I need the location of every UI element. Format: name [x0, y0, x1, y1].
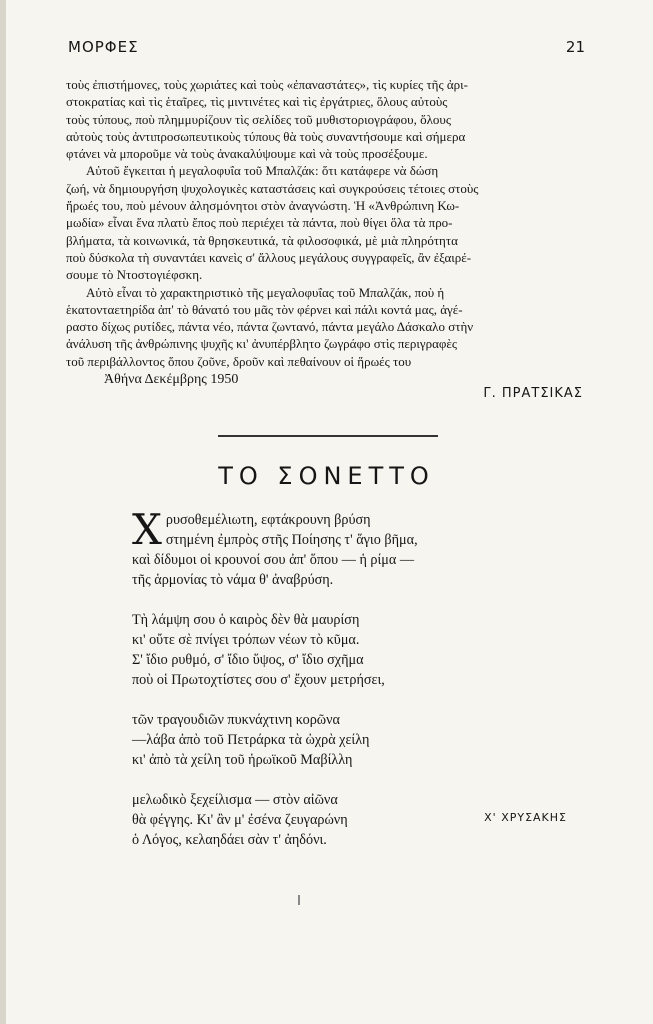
article-author: Γ. ΠΡΑΤΣΙΚΑΣ: [483, 386, 583, 401]
poem-title: ΤΟ ΣΟΝΕΤΤΟ: [218, 462, 435, 490]
text-line: ποὺ δύσκολα τὴ συναντάει κανεὶς σ' ἄλλους μεγάλους συγγραφεῖς, ἂν ἐξαιρέ-: [66, 249, 472, 265]
section-divider: [218, 435, 438, 437]
poem-line: στημένη ἐμπρὸς στῆς Ποίησης τ' ἅγιο βῆμα,: [165, 532, 418, 548]
page-number: 21: [565, 38, 585, 56]
text-line: ραστο δίχως ρυτίδες, πάντα νέο, πάντα ζωντανό, πάντα μεγάλο Δάσκαλο στὴν: [66, 319, 474, 335]
stanza: [132, 790, 414, 850]
text-line: ζωή, νὰ δημιουργήση ψυχολογικὲς καταστάσεις καὶ συγκρούσεις τέτοιες στοὺς: [66, 180, 479, 196]
dateline: Ἀθήνα Δεκέμβρης 1950: [104, 372, 239, 387]
poem-line: μελωδικὸ ξεχείλισμα — στὸν αἰῶνα: [132, 792, 338, 808]
poem-line: Τὴ λάμψη σου ὁ καιρὸς δὲν θὰ μαυρίση: [132, 612, 360, 628]
text-line: Αὐτοῦ ἔγκειται ἡ μεγαλοφυΐα τοῦ Μπαλζάκ: ὅτι κατάφερε νὰ δώση: [86, 163, 439, 179]
running-title: ΜΟΡΦΕΣ: [68, 38, 139, 56]
page-edge: [0, 0, 6, 1024]
poem-line: ὁ Λόγος, κελαηδάει σὰν τ' ἀηδόνι.: [132, 832, 327, 848]
poem-line: τῆς ἁρμονίας τὸ νάμα θ' ἀναβρύση.: [132, 572, 334, 588]
poem-line: τῶν τραγουδιῶν πυκνάχτινη κορῶνα: [132, 712, 340, 728]
print-mark: [298, 895, 300, 905]
text-line: ἥρωές του, ποὺ μένουν ἀλησμόνητοι στὸν ἀναγνώστη. Ἡ «Ἀνθρώπινη Κω-: [66, 198, 460, 214]
text-line: στοκρατίας καὶ τὶς ἑταῖρες, τὶς μιντινέτες καὶ τὶς ἐργάτριες, ὅλους αὐτοὺς: [66, 94, 448, 110]
poem-line: θὰ φέγγης. Κι' ἂν μ' ἐσένα ζευγαρώνη: [132, 812, 348, 828]
text-line: ἑκατονταετηρίδα ἀπ' τὸ θάνατό του μᾶς τὸν φέρνει καὶ πάλι κοντά μας, ἀγέ-: [66, 301, 463, 317]
text-line: Αὐτὸ εἶναι τὸ χαρακτηριστικὸ τῆς μεγαλοφυΐας τοῦ Μπαλζάκ, ποὺ ἡ: [86, 284, 445, 300]
text-line: αὐτοὺς τοὺς ἀντιπροσωπευτικοὺς τύπους θὰ τοὺς συναντήσουμε καὶ σήμερα: [66, 128, 466, 144]
drop-cap: Χ: [132, 505, 162, 554]
text-line: τοὺς ἐπιστήμονες, τοὺς χωριάτες καὶ τοὺς «ἐπαναστάτες», τὶς κυρίες τῆς ἀρι-: [66, 77, 468, 92]
poem-line: Σ' ἴδιο ρυθμό, σ' ἴδιο ὕψος, σ' ἴδιο σχῆμα: [132, 652, 364, 668]
text-line: τοὺς τύπους, ποὺ πλημμυρίζουν τὶς σελίδες τοῦ μυθιστοριογράφου, ὅλους: [66, 111, 451, 127]
text-line: τοῦ περιβάλλοντος ὅπου ζοῦνε, δροῦν καὶ πεθαίνουν οἱ ἥρωές του: [66, 353, 412, 369]
poem-line: ρυσοθεμέλιωτη, εφτάκρουνη βρύση: [165, 512, 371, 528]
poem-line: κι' οὔτε σὲ πνίγει τρόπων νέων τὸ κῦμα.: [132, 632, 360, 648]
stanza: [132, 610, 414, 690]
text-line: φτάνει νὰ μποροῦμε νὰ τοὺς ἀνακαλύψουμε καὶ νὰ τοὺς προσέξουμε.: [66, 146, 428, 162]
poem-author: Χ' ΧΡΥΣΑΚΗΣ: [484, 811, 567, 824]
poem-line: καὶ δίδυμοι οἱ κρουνοί σου ἀπ' ὅπου — ἡ ρίμα —: [132, 552, 415, 568]
text-line: ἀνάλυση τῆς ἀνθρώπινης ψυχῆς κι' ἀνυπέρβλητο ζωγράφο στὶς περιγραφὲς: [66, 336, 458, 352]
poem-line: ποὺ οἱ Πρωτοχτίστες σου σ' ἔχουν μετρήσει,: [132, 672, 385, 688]
paragraph: [66, 76, 586, 370]
article-text: [66, 76, 586, 370]
poem-line: —λάβα ἀπὸ τοῦ Πετράρκα τὰ ὠχρὰ χείλη: [132, 732, 370, 748]
stanza: [132, 710, 414, 770]
running-head: [68, 38, 585, 58]
text-line: σουμε τὸ Ντοστογιέφσκη.: [66, 267, 203, 283]
poem-line: κι' ἀπὸ τὰ χείλη τοῦ ἡρωϊκοῦ Μαβίλλη: [132, 752, 353, 768]
text-line: μωδία» εἶναι ἕνα πλατὺ ἔπος ποὺ περιέχει τὰ πάντα, ποὺ θίγει ὅλα τὰ προ-: [66, 215, 453, 231]
stanza: [132, 505, 418, 590]
text-line: βλήματα, τὰ κοινωνικά, τὰ θρησκευτικά, τὰ φιλοσοφικά, μὲ μιὰ πληρότητα: [66, 232, 458, 248]
poem-body: [132, 505, 418, 870]
